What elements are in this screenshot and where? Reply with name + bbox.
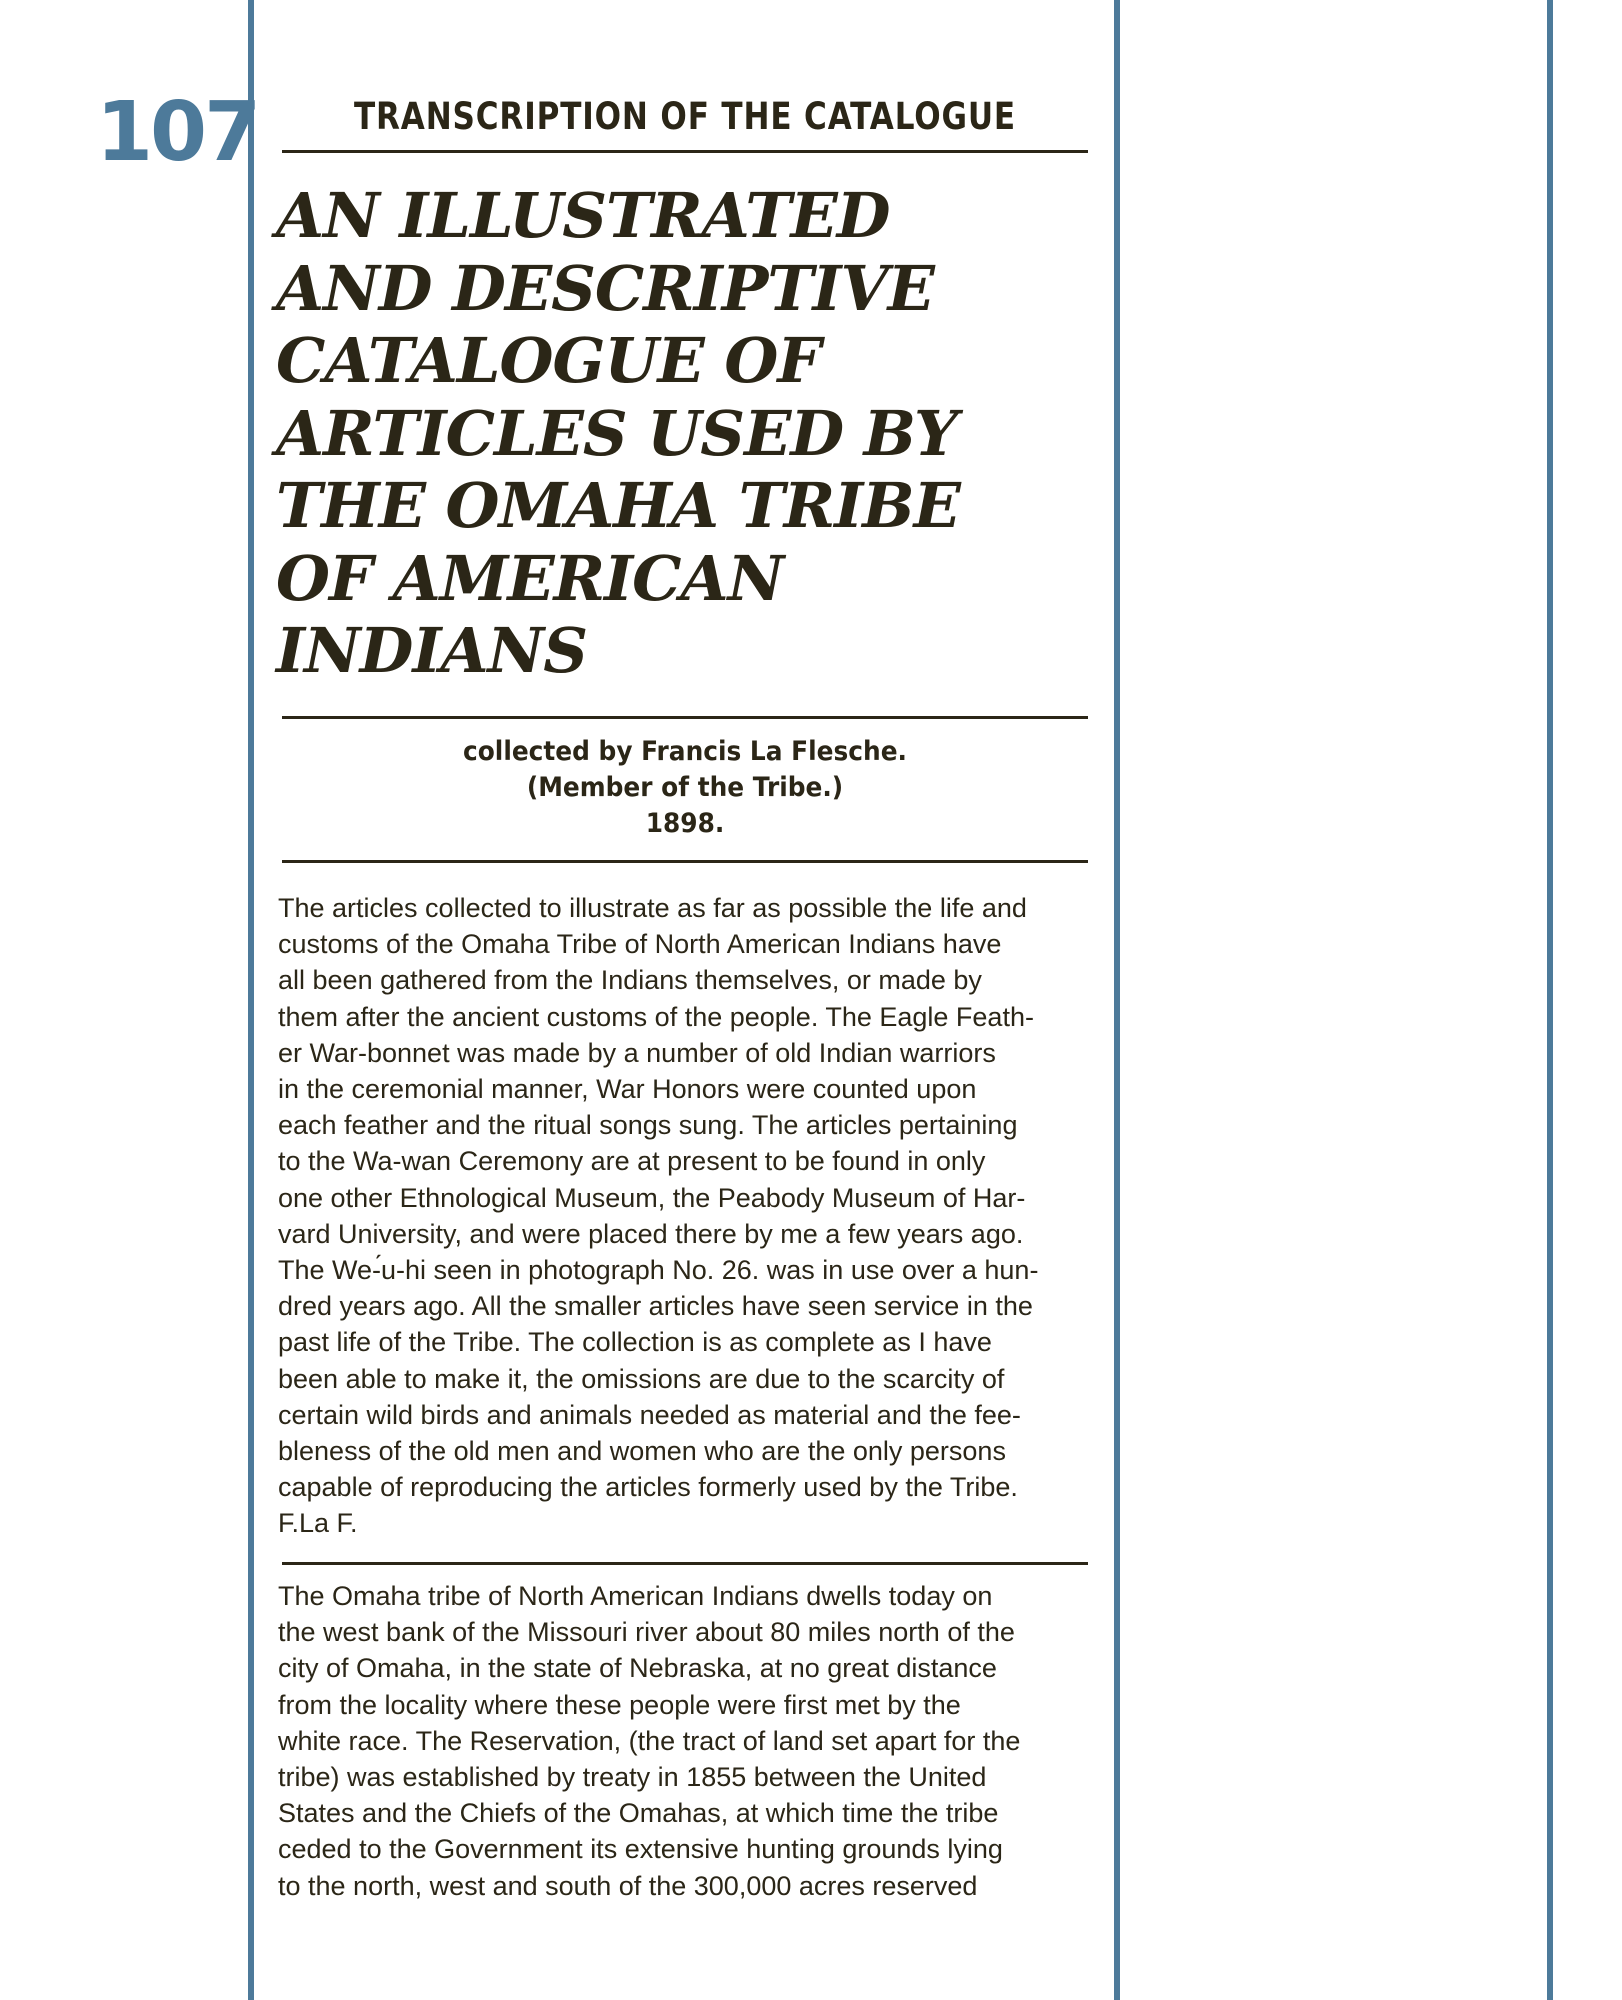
left-margin-rule bbox=[248, 0, 254, 2000]
credit-year: 1898. bbox=[645, 808, 725, 839]
credit-collector: collected by Francis La Flesche. bbox=[463, 736, 907, 767]
body-paragraph: The Omaha tribe of North American Indians dwells today on the west bank of the Missouri river about 80 miles north of the city of Omaha, in the state of Nebraska, at no great distance from the locality where these people were first met by the white race. The Reservation, (the tract of land set apart for the tribe) was established by treaty in 1855 between the United States and the Chiefs of the Omahas, at which time the tribe ceded to the Government its extensive hunting grounds lying to the north, west and south of the 300,000 acres reserved bbox=[278, 1581, 1021, 1901]
catalogue-title: AN ILLUSTRATED AND DESCRIPTIVE CATALOGUE OF ARTICLES USED BY THE OMAHA TRIBE OF AMERICAN INDIANS bbox=[276, 179, 960, 687]
credit-membership: (Member of the Tribe.) bbox=[526, 772, 844, 803]
divider bbox=[282, 150, 1088, 153]
divider bbox=[282, 860, 1088, 863]
page-number: 107 bbox=[96, 85, 259, 180]
divider bbox=[282, 1562, 1088, 1565]
section-label: TRANSCRIPTION OF THE CATALOGUE bbox=[353, 95, 1016, 138]
center-column-rule bbox=[1114, 0, 1120, 2000]
right-margin-rule bbox=[1547, 0, 1553, 2000]
divider bbox=[282, 716, 1088, 719]
body-paragraph: The articles collected to illustrate as far as possible the life and customs of the Omaha Tribe of North American Indians have all been gathered from the Indians themselves, or made by them after the ancient customs of the people. The Eagle Feath- er War-bonnet was made by a number of old Indian warriors in the ceremonial manner, War Honors were counted upon each feather and the ritual songs sung. The articles pertaining to the Wa-wan Ceremony are at present to be found in only one other Ethnological Museum, the Peabody Museum of Har- vard University, and were placed there by me a few years ago. The We-́u-hi seen in photograph No. 26. was in use over a hun- dred years ago. All the smaller articles have seen service in the past life of the Tribe. The collection is as complete as I have been able to make it, the omissions are due to the scarcity of certain wild birds and animals needed as material and the fee- bleness of the old men and women who are the only persons capable of reproducing the articles formerly used by the Tribe. F.La F. bbox=[278, 893, 1039, 1539]
credit-block bbox=[282, 734, 1088, 842]
